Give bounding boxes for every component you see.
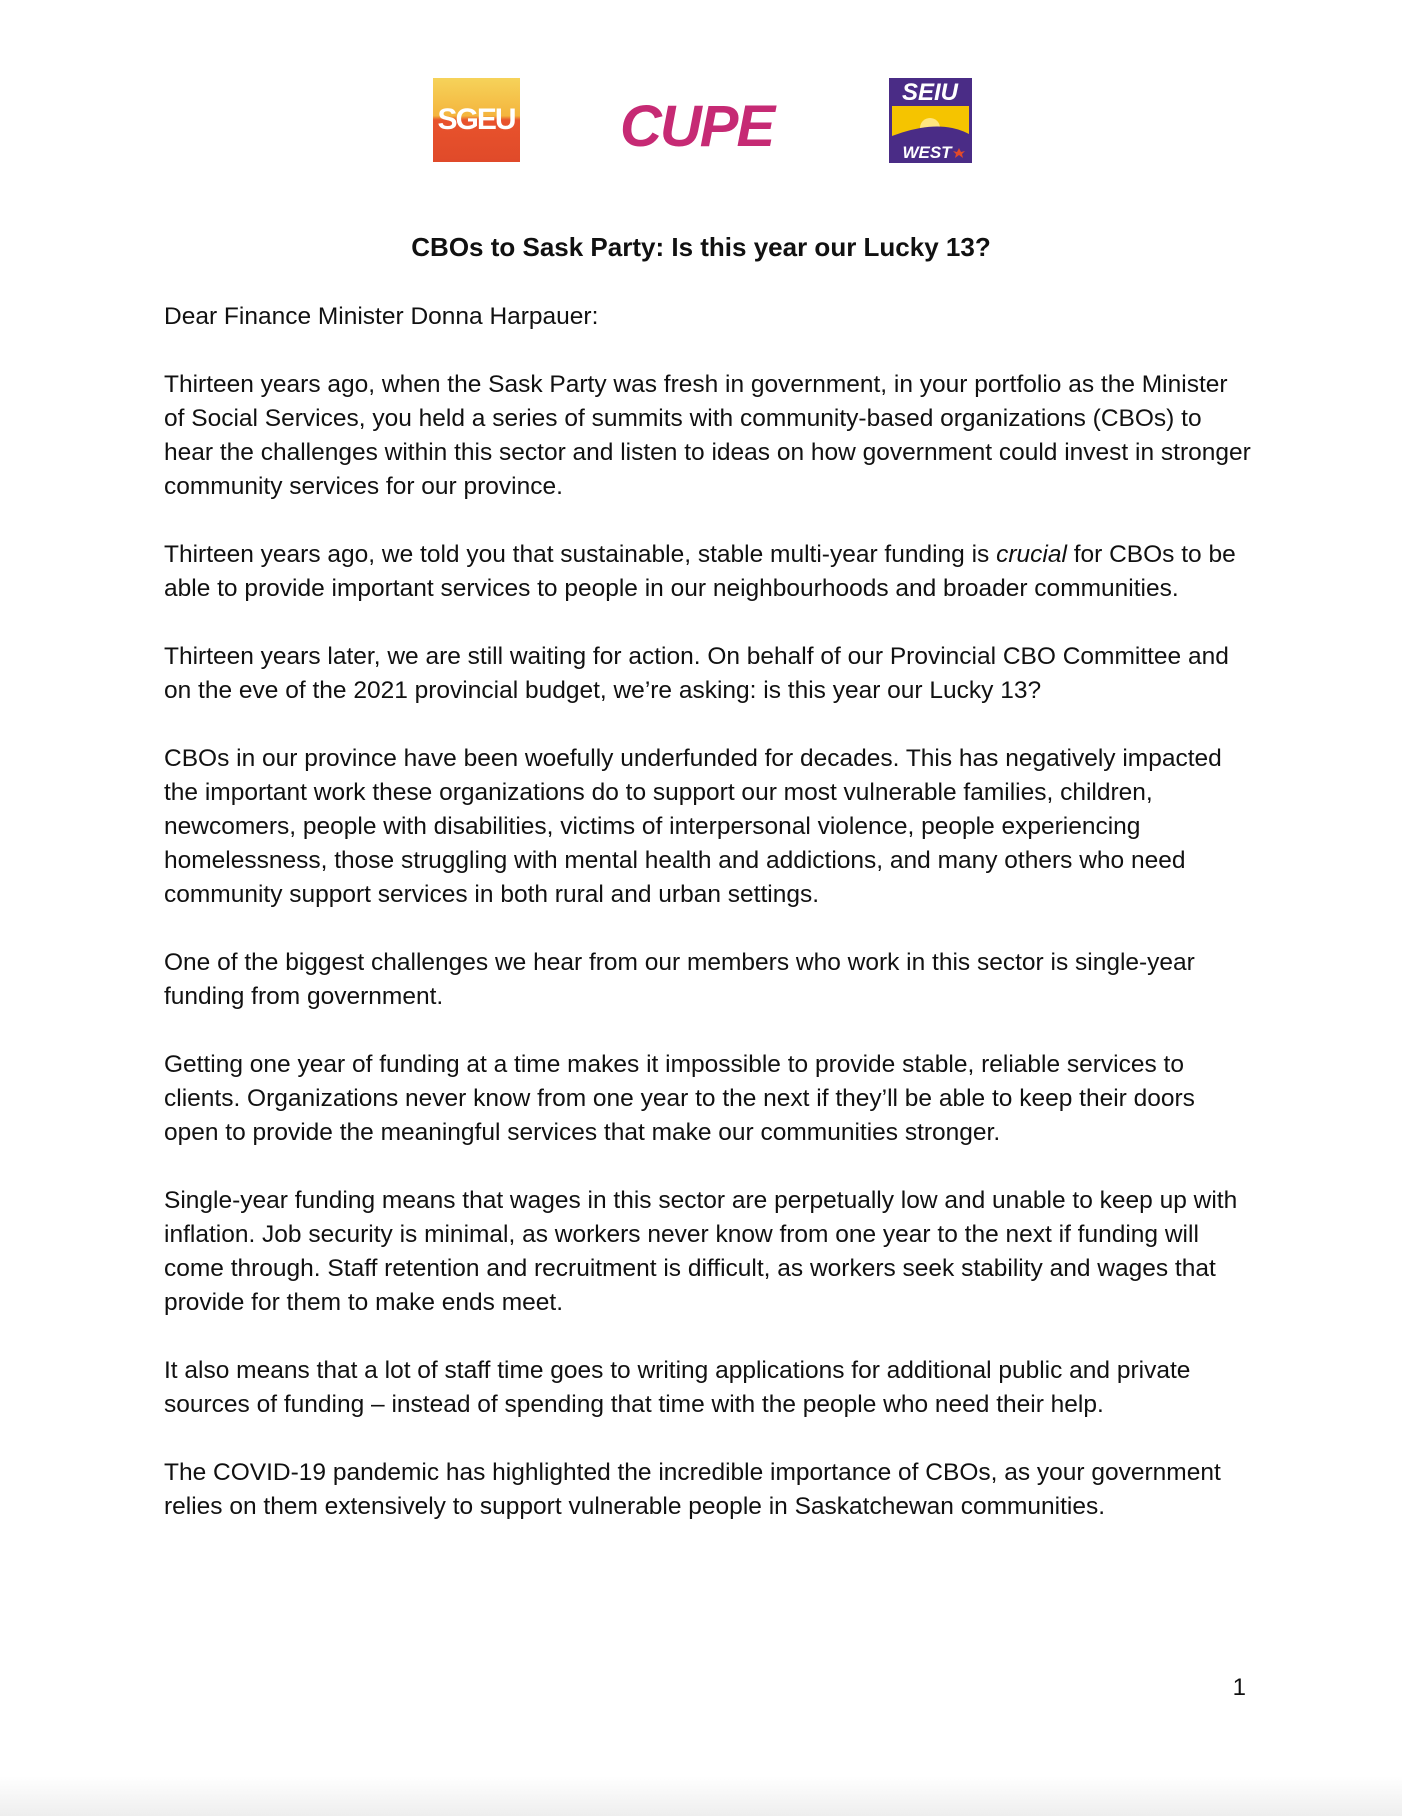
paragraph: It also means that a lot of staff time goes to writing applications for additional public and private sources of funding – instead of spending that time with the people who need their help.	[164, 1357, 1191, 1418]
paragraph: Getting one year of funding at a time makes it impossible to provide stable, reliable services to clients. Organizations never know from one year to the next if they’ll be able to keep their doors open to provide the meaningful services that make our communities stronger.	[164, 1051, 1195, 1146]
paragraph: Thirteen years later, we are still waiting for action. On behalf of our Provincial CBO Committee and on the eve of the 2021 provincial budget, we’re asking: is this year our Lucky 13?	[164, 643, 1229, 704]
seiu-west-logo	[889, 78, 972, 163]
seiu-logo-bottom-text: WEST	[902, 143, 952, 162]
page-number: 1	[1232, 1674, 1246, 1701]
sgeu-logo-graphic	[433, 78, 520, 162]
emphasis-text: crucial	[996, 541, 1067, 568]
page-bottom-edge	[0, 1776, 1402, 1816]
seiu-logo-top-text: SEIU	[901, 79, 959, 106]
sgeu-logo-text: SGEU	[437, 103, 515, 136]
paragraph	[164, 538, 1254, 606]
salutation: Dear Finance Minister Donna Harpauer:	[164, 303, 599, 330]
paragraph: Thirteen years ago, when the Sask Party was fresh in government, in your portfolio as the Minister of Social Services, you held a series of summits with community-based organizations (CBOs) to hear the challenges within this sector and listen to ideas on how government could invest in stronger community services for our province.	[164, 371, 1251, 500]
logo-bar	[0, 78, 1402, 164]
paragraph: The COVID-19 pandemic has highlighted the incredible importance of CBOs, as your government relies on them extensively to support vulnerable people in Saskatchewan communities.	[164, 1459, 1221, 1520]
paragraph: One of the biggest challenges we hear from our members who work in this sector is single-year funding from government.	[164, 949, 1195, 1010]
cupe-logo	[620, 96, 810, 156]
letter-body	[164, 300, 1254, 1558]
sgeu-logo	[433, 78, 520, 162]
cupe-logo-text: CUPE	[620, 96, 774, 156]
paragraph-text: for CBOs to be able to provide important services to people in our neighbourhoods and broader communities.	[164, 541, 1236, 602]
document-title: CBOs to Sask Party: Is this year our Lucky 13?	[411, 232, 991, 262]
paragraph-text: Thirteen years ago, we told you that sustainable, stable multi-year funding is	[164, 541, 997, 568]
paragraph: Single-year funding means that wages in this sector are perpetually low and unable to keep up with inflation. Job security is minimal, as workers never know from one year to the next if funding will come through. Staff retention and recruitment is difficult, as workers seek stability and wages that provide for them to make ends meet.	[164, 1187, 1238, 1316]
paragraph: CBOs in our province have been woefully underfunded for decades. This has negatively impacted the important work these organizations do to support our most vulnerable families, children, newcomers, people with disabilities, victims of interpersonal violence, people experiencing homelessness, those struggling with mental health and addictions, and many others who need community support services in both rural and urban settings.	[164, 745, 1222, 908]
